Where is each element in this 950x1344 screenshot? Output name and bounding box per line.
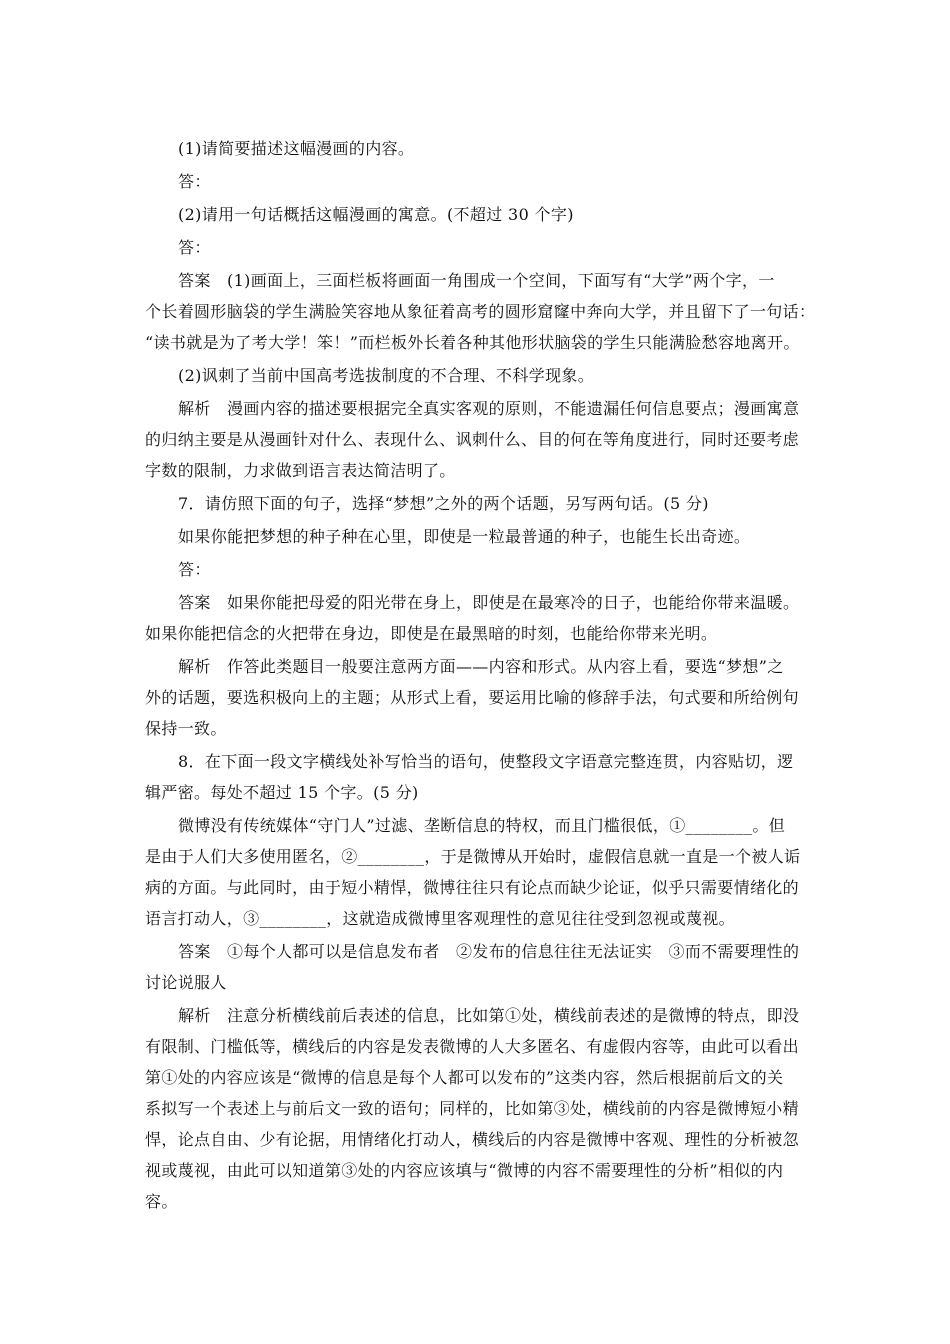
answer-paragraph-line: 答案 ①每个人都可以是信息发布者 ②发布的信息往往无法证实 ③而不需要理性的 bbox=[178, 942, 800, 961]
analysis-paragraph-line: 的归纳主要是从漫画针对什么、表现什么、讽刺什么、目的何在等角度进行，同时还要考虑 bbox=[145, 430, 800, 449]
question-8-prompt: 8．在下面一段文字横线处补写恰当的语句，使整段文字语意完整连贯，内容贴切，逻 bbox=[178, 752, 794, 771]
answer-paragraph-line: 如果你能把信念的火把带在身边，即使是在最黑暗的时刻，也能给你带来光明。 bbox=[145, 624, 718, 643]
answer-paragraph-line: 答案 如果你能把母爱的阳光带在身上，即使是在最寒冷的日子，也能给你带来温暖。 bbox=[178, 593, 800, 612]
answer-label: 答： bbox=[178, 172, 211, 191]
analysis-paragraph-line: 解析 漫画内容的描述要根据完全真实客观的原则，不能遗漏任何信息要点；漫画寓意 bbox=[178, 399, 800, 418]
analysis-paragraph-line: 系拟写一个表述上与前后文一致的语句；同样的，比如第③处，横线前的内容是微博短小精 bbox=[145, 1099, 800, 1118]
answer-label: 答： bbox=[178, 560, 211, 579]
passage-line: 微博没有传统媒体“守门人”过滤、垄断信息的特权，而且门槛很低，①________。但 bbox=[178, 816, 786, 835]
answer-paragraph-line: “读书就是为了考大学！笨！”而栏板外长着各种其他形状脑袋的学生只能满脸愁容地离开。 bbox=[145, 333, 800, 352]
question-7-prompt: 7．请仿照下面的句子，选择“梦想”之外的两个话题，另写两句话。(5 分) bbox=[178, 494, 709, 513]
passage-line: 语言打动人，③________，这就造成微博里客观理性的意见往往受到忽视或蔑视。 bbox=[145, 909, 736, 928]
passage-line: 病的方面。与此同时，由于短小精悍，微博往往只有论点而缺少论证，似乎只需要情绪化的 bbox=[145, 878, 800, 897]
analysis-paragraph-line: 悍，论点自由、少有论据，用情绪化打动人，横线后的内容是微博中客观、理性的分析被忽 bbox=[145, 1130, 800, 1149]
answer-paragraph-line: 答案 (1)画面上，三面栏板将画面一角围成一个空间，下面写有“大学”两个字，一 bbox=[178, 271, 775, 290]
question-8-prompt: 辑严密。每处不超过 15 个字。(5 分) bbox=[145, 783, 419, 802]
example-sentence: 如果你能把梦想的种子种在心里，即使是一粒最普通的种子，也能生长出奇迹。 bbox=[178, 527, 751, 546]
analysis-paragraph-line: 视或蔑视，由此可以知道第③处的内容应该填与“微博的内容不需要理性的分析”相似的内 bbox=[145, 1161, 784, 1180]
answer-label: 答： bbox=[178, 238, 211, 257]
passage-line: 是由于人们大多使用匿名，②________，于是微博从开始时，虚假信息就一直是一个被人诟 bbox=[145, 847, 801, 866]
answer-paragraph-line: 讨论说服人 bbox=[145, 973, 227, 992]
analysis-paragraph-line: 容。 bbox=[145, 1192, 178, 1211]
analysis-paragraph-line: 第①处的内容应该是“微博的信息是每个人都可以发布的”这类内容，然后根据前后文的关 bbox=[145, 1068, 784, 1087]
analysis-paragraph-line: 解析 作答此类题目一般要注意两方面——内容和形式。从内容上看，要选“梦想”之 bbox=[178, 657, 784, 676]
analysis-paragraph-line: 解析 注意分析横线前后表述的信息，比如第①处，横线前表述的是微博的特点，即没 bbox=[178, 1006, 800, 1025]
q1-prompt: (1)请简要描述这幅漫画的内容。 bbox=[178, 139, 415, 158]
q2-prompt: (2)请用一句话概括这幅漫画的寓意。(不超过 30 个字) bbox=[178, 205, 574, 224]
analysis-paragraph-line: 有限制、门槛低等，横线后的内容是发表微博的人大多匿名、有虚假内容等，由此可以看出 bbox=[145, 1037, 800, 1056]
analysis-paragraph-line: 保持一致。 bbox=[145, 719, 227, 738]
answer-paragraph-line: (2)讽刺了当前中国高考选拔制度的不合理、不科学现象。 bbox=[178, 366, 595, 385]
analysis-paragraph-line: 字数的限制，力求做到语言表达简洁明了。 bbox=[145, 461, 456, 480]
analysis-paragraph-line: 外的话题，要选积极向上的主题；从形式上看，要运用比喻的修辞手法，句式要和所给例句 bbox=[145, 688, 800, 707]
answer-paragraph-line: 个长着圆形脑袋的学生满脸笑容地从象征着高考的圆形窟窿中奔向大学，并且留下了一句话： bbox=[145, 302, 816, 321]
